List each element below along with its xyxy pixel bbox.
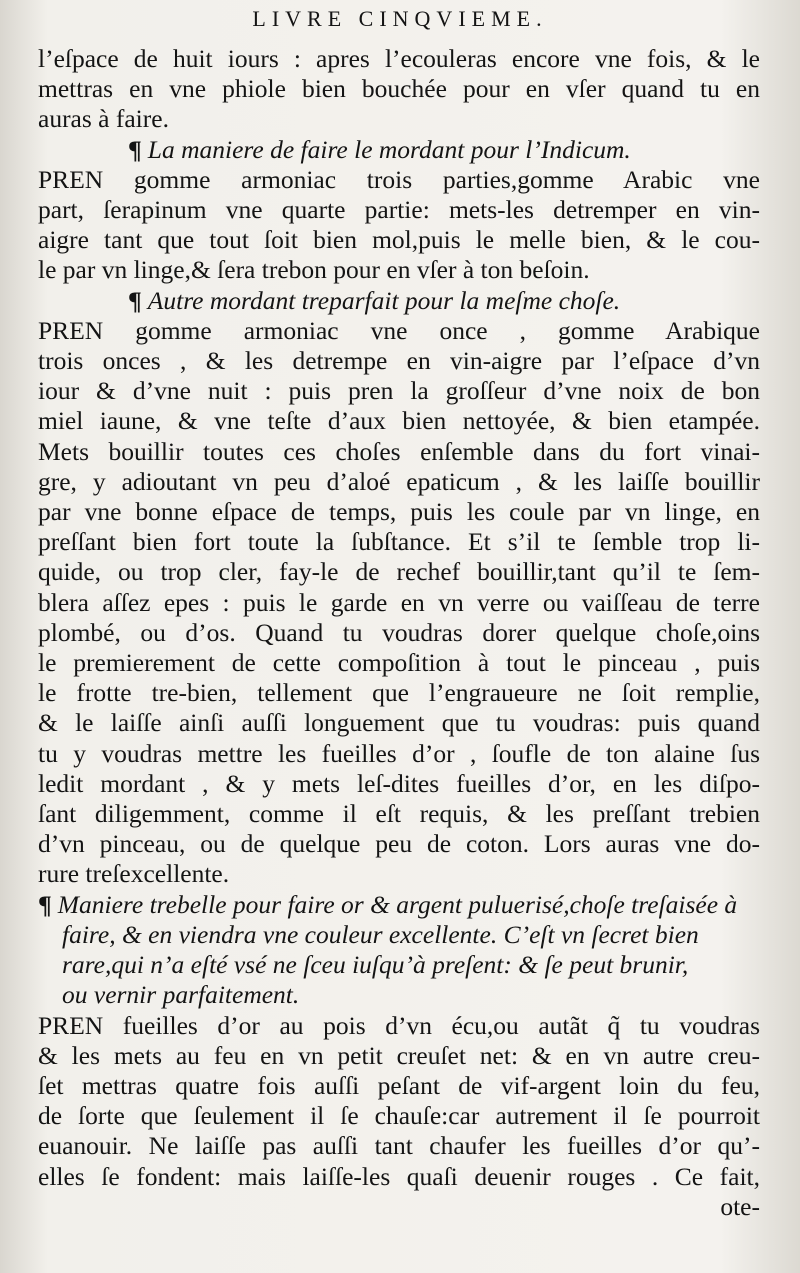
text-line: miel iaune, & vne teſte d’aux bien nettoyée, & bien etampée.: [38, 406, 760, 436]
text-line: gre, y adioutant vn peu d’aloé epaticum , & les laiſſe bouillir: [38, 466, 760, 496]
heading-text: rare,qui n’a eſté vsé ne ſceu iuſqu’à preſent: & ſe peut brunir,: [62, 950, 689, 980]
heading-line: [38, 890, 760, 920]
text-line: le par vn linge,& ſera trebon pour en vſer à ton beſoin.: [38, 255, 590, 285]
text-line: euanouir. Ne laiſſe pas auſſi tant chaufer les fueilles d’or qu’-: [38, 1131, 760, 1161]
text-line: l’eſpace de huit iours : apres l’ecouleras encore vne fois, & le: [38, 44, 760, 73]
recipe-paragraph-2: [38, 316, 760, 890]
intro-lines: [38, 44, 760, 135]
text-line: ledit mordant , & y mets leſ-dites fueilles d’or, en les diſpo-: [38, 768, 760, 798]
page-text: [38, 44, 760, 1222]
section-heading-3: [38, 890, 760, 1011]
pilcrow-icon: ¶: [128, 285, 142, 315]
text-line: de ſorte que ſeulement il ſe chauſe:car autrement il ſe pourroit: [38, 1101, 760, 1131]
text-line: PREN gomme armoniac vne once , gomme Arabique: [38, 315, 760, 345]
heading-text: faire, & en viendra vne couleur excellente. C’eſt vn ſecret bien: [62, 919, 699, 949]
text-line: & les mets au feu en vn petit creuſet net: & en vn autre creu-: [38, 1040, 760, 1070]
text-line: quide, ou trop cler, fay-le de rechef bouillir,tant qu’il te ſem-: [38, 557, 760, 587]
text-line: iour & d’vne nuit : puis pren la groſſeur d’vne noix de bon: [38, 376, 760, 406]
text-line: par vne bonne eſpace de temps, puis les coule par vn linge, en: [38, 497, 760, 527]
heading-line: [62, 920, 760, 950]
text-line: aigre tant que tout ſoit bien mol,puis le melle bien, & le cou-: [38, 225, 760, 255]
catchword: ote-: [720, 1191, 760, 1221]
heading-line: [62, 980, 760, 1010]
heading-line: [62, 950, 760, 980]
pilcrow-icon: ¶: [38, 889, 52, 919]
text-line: PREN gomme armoniac trois parties,gomme Arabic vne: [38, 164, 760, 194]
text-line: preſſant bien fort toute la ſubſtance. Et s’il te ſemble trop li-: [38, 527, 760, 557]
section-heading-1: ¶ La maniere de faire le mordant pour l’Indicum.: [128, 134, 631, 164]
text-line: PREN fueilles d’or au pois d’vn écu,ou autãt q̃ tu voudras: [38, 1010, 760, 1040]
text-line: ſant diligemment, comme il eſt requis, & les preſſant trebien: [38, 799, 760, 829]
text-line: rure treſexcellente.: [38, 859, 230, 889]
text-line: blera aſſez epes : puis le garde en vn verre ou vaiſſeau de terre: [38, 587, 760, 617]
text-line: elles ſe fondent: mais laiſſe-les quaſi deuenir rouges . Ce fait,: [38, 1161, 760, 1191]
recipe-paragraph-3: [38, 1011, 760, 1192]
heading-text: Maniere trebelle pour faire or & argent puluerisé,choſe treſaisée à: [57, 889, 738, 919]
text-line: part, ſerapinum vne quarte partie: mets-les detremper en vin-: [38, 195, 760, 225]
pilcrow-icon: ¶: [128, 134, 142, 164]
text-line: & le laiſſe ainſi auſſi longuement que tu voudras: puis quand: [38, 708, 760, 738]
heading-text: ou vernir parfaitement.: [62, 980, 300, 1010]
text-line: trois onces , & les detrempe en vin-aigre par l’eſpace d’vn: [38, 346, 760, 376]
text-line: ſet mettras quatre fois auſſi peſant de vif-argent loin du feu,: [38, 1070, 760, 1100]
text-line: le frotte tre-bien, tellement que l’engraueure ne ſoit remplie,: [38, 678, 760, 708]
section-heading-2: ¶ Autre mordant treparfait pour la meſme choſe.: [128, 285, 621, 315]
recipe-paragraph-1: [38, 165, 760, 286]
text-line: Mets bouillir toutes ces choſes enſemble dans du fort vinai-: [38, 436, 760, 466]
text-line: tu y voudras mettre les fueilles d’or , ſoufle de ton alaine ſus: [38, 738, 760, 768]
text-line: auras à faire.: [38, 104, 169, 134]
text-line: le premierement de cette compoſition à tout le pinceau , puis: [38, 648, 760, 678]
text-line: plombé, ou d’os. Quand tu voudras dorer quelque choſe,oins: [38, 617, 760, 647]
text-line: mettras en vne phiole bien bouchée pour en vſer quand tu en: [38, 74, 760, 104]
running-header: LIVRE CINQVIEME.: [252, 6, 548, 31]
text-line: d’vn pinceau, ou de quelque peu de coton. Lors auras vne do-: [38, 829, 760, 859]
